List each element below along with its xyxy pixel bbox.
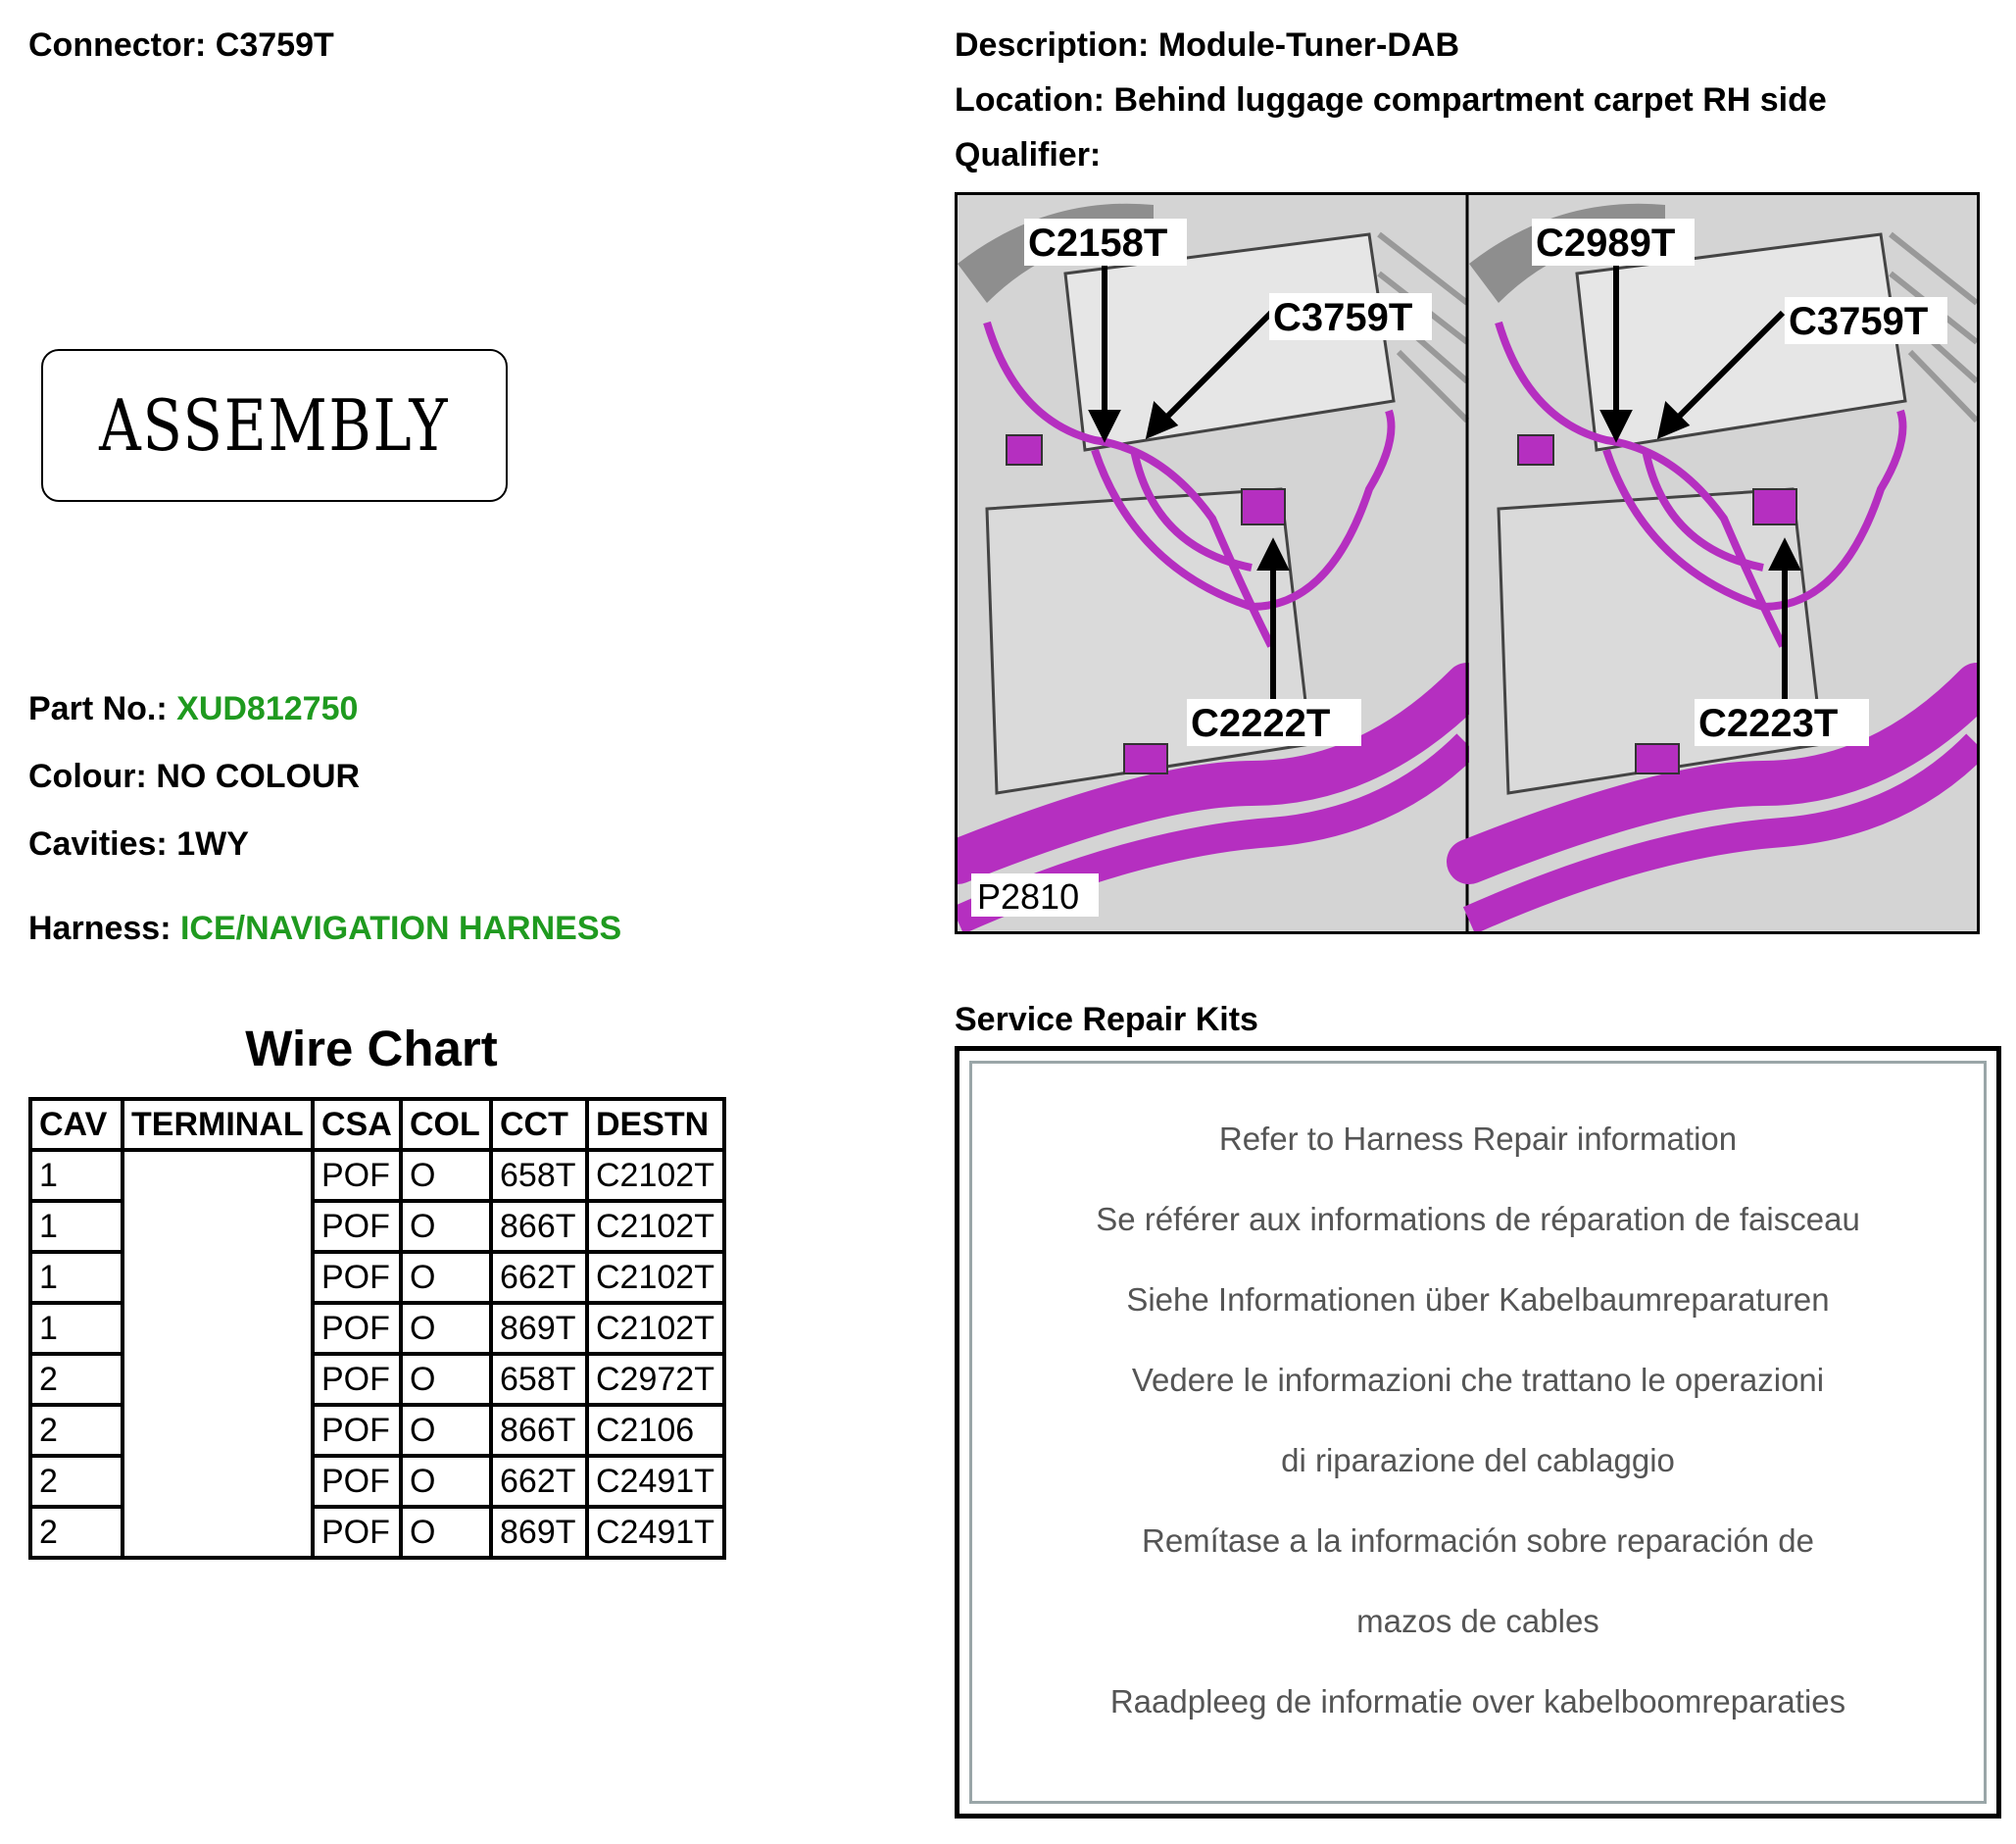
qualifier-line <box>955 135 1101 174</box>
description-label: Description: <box>955 26 1150 64</box>
description-line <box>955 25 1459 65</box>
cell-cct: 869T <box>491 1507 587 1558</box>
cell-destn: C2972T <box>587 1354 724 1405</box>
assembly-label: ASSEMBLY <box>99 384 450 467</box>
repair-line: Se référer aux informations de réparation de faisceau <box>1096 1201 1860 1237</box>
cell-cct: 662T <box>491 1252 587 1303</box>
photo-label-left-3: C2222T <box>1191 702 1331 745</box>
colour-value: NO COLOUR <box>156 758 361 795</box>
cell-cav: 1 <box>30 1201 123 1252</box>
photo-label-left-2: C3759T <box>1273 296 1413 339</box>
location-value: Behind luggage compartment carpet RH side <box>1113 81 1827 119</box>
connector-location-photo <box>955 192 1980 934</box>
repair-line: Refer to Harness Repair information <box>1218 1121 1738 1157</box>
cell-destn: C2491T <box>587 1507 724 1558</box>
repair-kits-box <box>955 1046 2001 1819</box>
cell-col: O <box>401 1201 491 1252</box>
header-terminal: TERMINAL <box>123 1099 313 1150</box>
repair-line: Siehe Informationen über Kabelbaumreparaturen <box>1126 1281 1830 1318</box>
header-col: COL <box>401 1099 491 1150</box>
photo-left-panel <box>958 195 1467 931</box>
cell-col: O <box>401 1252 491 1303</box>
cell-csa: POF <box>313 1303 401 1354</box>
cell-col: O <box>401 1150 491 1201</box>
part-number-link[interactable]: XUD812750 <box>176 690 359 727</box>
table-row <box>30 1150 724 1201</box>
cell-col: O <box>401 1303 491 1354</box>
cell-terminal <box>123 1150 313 1558</box>
photo-label-right-3: C2223T <box>1698 702 1839 745</box>
service-repair-kits-title: Service Repair Kits <box>955 1001 1258 1038</box>
repair-line: Vedere le informazioni che trattano le operazioni <box>1131 1362 1825 1398</box>
harness-label: Harness: <box>28 910 172 947</box>
cell-destn: C2102T <box>587 1252 724 1303</box>
cell-col: O <box>401 1456 491 1507</box>
qualifier-label: Qualifier: <box>955 136 1102 174</box>
part-number-line <box>28 689 358 728</box>
repair-line: mazos de cables <box>1356 1603 1599 1639</box>
cell-cct: 866T <box>491 1405 587 1456</box>
cell-csa: POF <box>313 1354 401 1405</box>
repair-kits-inner <box>969 1061 1987 1804</box>
connector-heading <box>28 25 334 65</box>
location-label: Location: <box>955 81 1105 119</box>
cell-destn: C2102T <box>587 1150 724 1201</box>
cell-cct: 662T <box>491 1456 587 1507</box>
cell-col: O <box>401 1354 491 1405</box>
repair-line: di riparazione del cablaggio <box>1281 1442 1675 1478</box>
harness-link[interactable]: ICE/NAVIGATION HARNESS <box>179 910 622 947</box>
photo-label-right-2: C3759T <box>1789 300 1929 343</box>
cell-csa: POF <box>313 1150 401 1201</box>
header-cct: CCT <box>491 1099 587 1150</box>
repair-line: Remítase a la información sobre reparación de <box>1141 1522 1815 1559</box>
photo-label-left-1: C2158T <box>1028 222 1168 265</box>
header-cav: CAV <box>30 1099 123 1150</box>
cell-cav: 1 <box>30 1150 123 1201</box>
cell-col: O <box>401 1405 491 1456</box>
cell-destn: C2102T <box>587 1201 724 1252</box>
wire-chart-table <box>28 1097 726 1560</box>
cell-cav: 2 <box>30 1507 123 1558</box>
cell-destn: C2491T <box>587 1456 724 1507</box>
cell-csa: POF <box>313 1252 401 1303</box>
cell-cav: 2 <box>30 1456 123 1507</box>
cell-cav: 2 <box>30 1354 123 1405</box>
photo-label-right-1: C2989T <box>1536 222 1676 265</box>
cell-csa: POF <box>313 1456 401 1507</box>
cell-cct: 658T <box>491 1150 587 1201</box>
cell-csa: POF <box>313 1405 401 1456</box>
cell-cav: 2 <box>30 1405 123 1456</box>
cell-cav: 1 <box>30 1303 123 1354</box>
cell-cav: 1 <box>30 1252 123 1303</box>
header-destn: DESTN <box>587 1099 724 1150</box>
part-number-label: Part No.: <box>28 690 168 727</box>
harness-line <box>28 909 621 948</box>
connector-label: Connector: <box>28 26 207 64</box>
cell-cct: 658T <box>491 1354 587 1405</box>
location-line <box>955 80 1827 120</box>
table-header-row <box>30 1099 724 1150</box>
cavities-value: 1WY <box>176 825 249 863</box>
wire-chart-title: Wire Chart <box>245 1021 498 1076</box>
cavities-label: Cavities: <box>28 825 168 863</box>
description-value: Module-Tuner-DAB <box>1157 26 1460 64</box>
colour-line <box>28 757 360 796</box>
cell-destn: C2106 <box>587 1405 724 1456</box>
cell-cct: 866T <box>491 1201 587 1252</box>
assembly-box <box>41 349 508 502</box>
cavities-line <box>28 824 249 864</box>
photo-ref-label: P2810 <box>977 876 1080 917</box>
header-csa: CSA <box>313 1099 401 1150</box>
cell-csa: POF <box>313 1201 401 1252</box>
cell-csa: POF <box>313 1507 401 1558</box>
cell-col: O <box>401 1507 491 1558</box>
cell-destn: C2102T <box>587 1303 724 1354</box>
cell-cct: 869T <box>491 1303 587 1354</box>
photo-right-panel <box>1469 195 1977 931</box>
connector-value: C3759T <box>215 26 334 64</box>
colour-label: Colour: <box>28 758 147 795</box>
repair-line: Raadpleeg de informatie over kabelboomreparaties <box>1109 1683 1846 1719</box>
